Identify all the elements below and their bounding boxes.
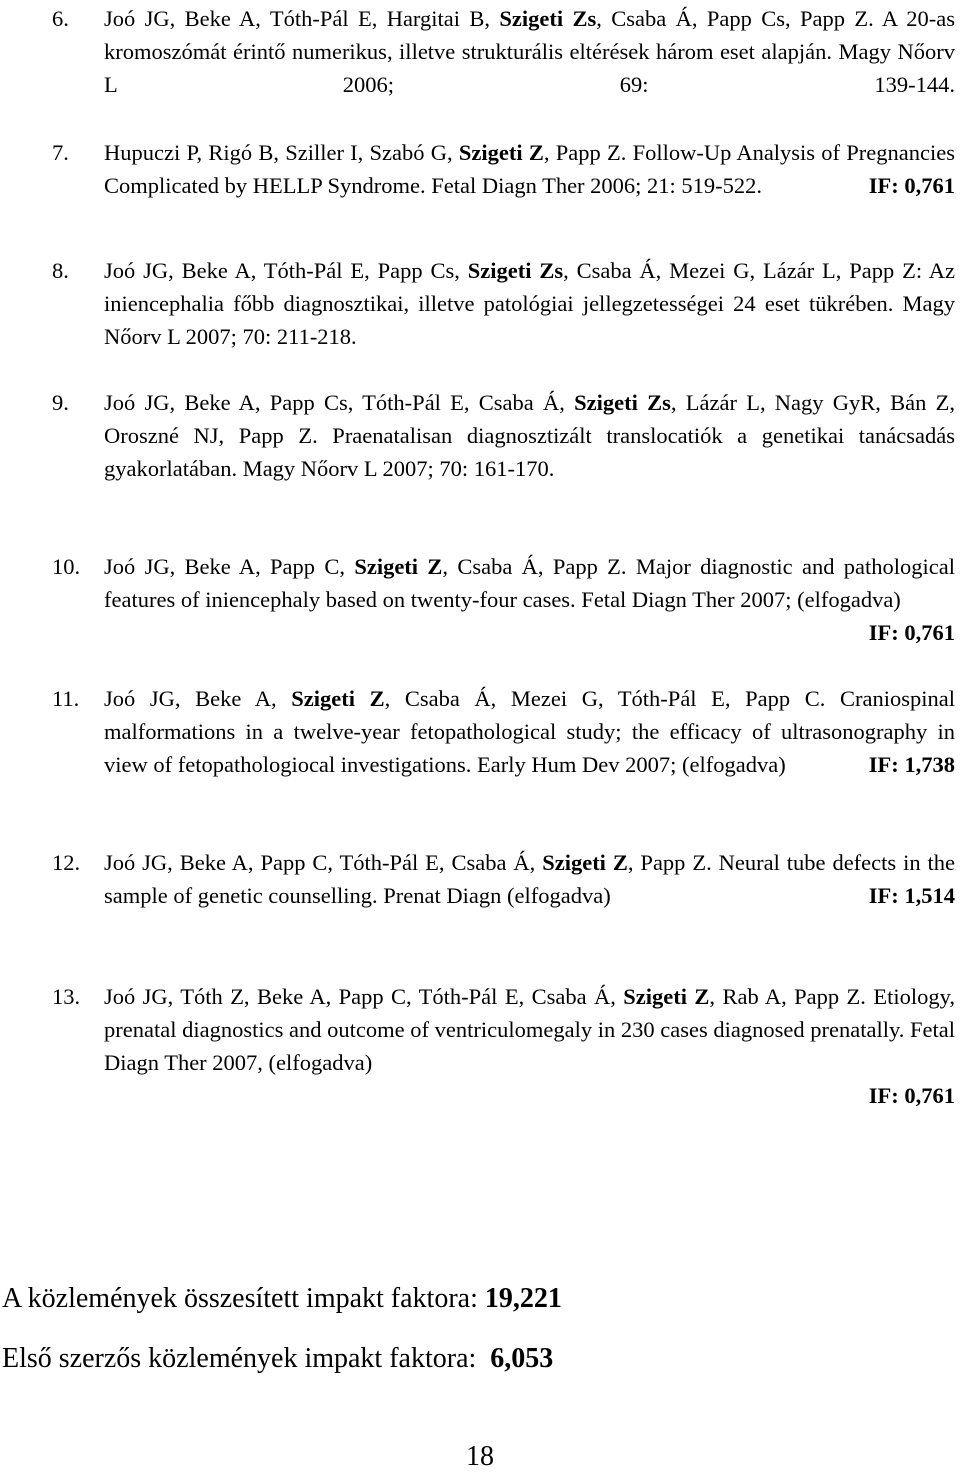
highlighted-author: Szigeti Zs xyxy=(467,258,564,283)
entry-text: Joó JG, Beke A, Papp C, Tóth-Pál E, Csaba Á, Szigeti Z, Papp Z. Neural tube defects in the sample of genetic counselling. Prenat Diagn (elfogadva) IF: 1,514 xyxy=(104,846,955,912)
entry-text: Joó JG, Beke A, Tóth-Pál E, Hargitai B, Szigeti Zs, Csaba Á, Papp Cs, Papp Z. A 20-as kromoszómát érintő numerikus, illetve strukturális eltérések három eset alapján. Magy Nőorv L 2006; 69: 139-144. xyxy=(104,6,955,97)
highlighted-author: Szigeti Zs xyxy=(574,390,671,415)
total-impact-value: 19,221 xyxy=(484,1283,562,1314)
impact-factor: IF: 1,514 xyxy=(868,883,955,908)
first-author-impact-label: Első szerzős közlemények impakt faktora: xyxy=(2,1343,491,1374)
first-author-impact-value: 6,053 xyxy=(490,1343,554,1374)
entry-text: Joó JG, Beke A, Papp C, Szigeti Z, Csaba Á, Papp Z. Major diagnostic and pathological features of iniencephaly based on twenty-four cases. Fetal Diagn Ther 2007; (elfogadva) IF: 0,761 xyxy=(104,550,955,616)
reference-entry-7 xyxy=(52,136,955,202)
entry-text: Hupuczi P, Rigó B, Sziller I, Szabó G, Szigeti Z, Papp Z. Follow-Up Analysis of Pregnancies Complicated by HELLP Syndrome. Fetal Diagn Ther 2006; 21: 519-522. IF: 0,761 xyxy=(104,136,955,202)
highlighted-author: Szigeti Zs xyxy=(499,6,597,31)
reference-entry-11 xyxy=(52,682,955,781)
reference-entry-13 xyxy=(52,980,955,1112)
reference-entry-10 xyxy=(52,550,955,649)
entry-text: Joó JG, Beke A, Papp Cs, Tóth-Pál E, Csaba Á, Szigeti Zs, Lázár L, Nagy GyR, Bán Z, Oroszné NJ, Papp Z. Praenatalisan diagnosztizált translocatiók a genetikai tanácsadás gyakorlatában. Magy Nőorv L 2007; 70: 161-170. xyxy=(104,390,956,481)
entry-number: 10. xyxy=(52,554,81,579)
highlighted-author: Szigeti Z xyxy=(458,140,544,165)
page-number: 18 xyxy=(466,1441,494,1472)
reference-entry-9 xyxy=(52,386,955,485)
impact-factor: IF: 0,761 xyxy=(868,1083,955,1108)
impact-factor: IF: 0,761 xyxy=(868,620,955,645)
impact-factor: IF: 0,761 xyxy=(868,173,955,198)
entry-number: 9. xyxy=(52,390,69,415)
highlighted-author: Szigeti Z xyxy=(291,686,385,711)
impact-factor: IF: 1,738 xyxy=(868,752,955,777)
highlighted-author: Szigeti Z xyxy=(542,850,628,875)
highlighted-author: Szigeti Z xyxy=(354,554,443,579)
reference-entry-6 xyxy=(52,2,955,101)
highlighted-author: Szigeti Z xyxy=(623,984,710,1009)
entry-text: Joó JG, Tóth Z, Beke A, Papp C, Tóth-Pál E, Csaba Á, Szigeti Z, Rab A, Papp Z. Etiology, prenatal diagnostics and outcome of ventriculomegaly in 230 cases diagnosed prenatally. Fetal Diagn Ther 2007, (elfogadva) IF: 0,761 xyxy=(104,980,955,1112)
reference-entry-8 xyxy=(52,254,955,353)
entry-number: 11. xyxy=(52,686,80,711)
reference-entry-12 xyxy=(52,846,955,912)
entry-text: Joó JG, Beke A, Tóth-Pál E, Papp Cs, Szigeti Zs, Csaba Á, Mezei G, Lázár L, Papp Z: Az iniencephalia főbb diagnosztikai, illetve patológiai jellegzetességei 24 eset tükrében. Magy Nőorv L 2007; 70: 211-218. xyxy=(104,258,955,349)
entry-number: 6. xyxy=(52,6,69,31)
total-impact-factor xyxy=(2,1282,562,1316)
total-impact-label: A közlemények összesített impakt faktora: xyxy=(2,1283,485,1314)
entry-number: 13. xyxy=(52,984,81,1009)
entry-number: 12. xyxy=(52,850,81,875)
entry-text: Joó JG, Beke A, Szigeti Z, Csaba Á, Mezei G, Tóth-Pál E, Papp C. Craniospinal malformations in a twelve-year fetopathological study; the efficacy of ultrasonography in view of fetopathologiocal investigations. Early Hum Dev 2007; (elfogadva) IF: 1,738 xyxy=(104,682,955,781)
first-author-impact-factor xyxy=(2,1342,553,1376)
entry-number: 7. xyxy=(52,140,69,165)
entry-number: 8. xyxy=(52,258,69,283)
